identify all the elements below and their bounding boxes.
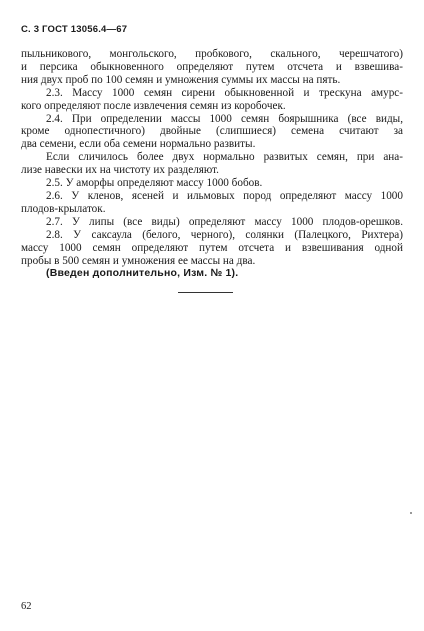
text-line: 2.3. Массу 1000 семян сирени обыкновенной и трескуна амурс- (46, 86, 403, 99)
text-line: пыльникового, монгольского, пробкового, скального, черешчатого) (21, 48, 403, 60)
text-line: плодов-крылаток. (21, 202, 106, 215)
text-line: 2.8. У саксаула (белого, черного), солянки (Палецкого, Рихтера) (46, 228, 403, 241)
text-line: пробы в 500 семян и умножения ее массы на два. (21, 254, 256, 267)
text-line: 2.4. При определении массы 1000 семян боярышника (все виды, (46, 112, 403, 125)
text-line: ния двух проб по 100 семян и умножения суммы их массы на пять. (21, 73, 341, 86)
text-line: 2.5. У аморфы определяют массу 1000 бобов. (46, 177, 263, 190)
scan-speck (410, 512, 412, 514)
amendment-note: (Введен дополнительно, Изм. № 1). (46, 267, 239, 280)
document-body (21, 48, 403, 280)
page-number: 62 (21, 601, 32, 612)
text-line: и персика обыкновенного определяют путем отсчета и взвешива- (21, 60, 403, 73)
separator-rule (178, 292, 233, 293)
text-line: 2.7. У липы (все виды) определяют массу 1000 плодов-орешков. (46, 215, 403, 228)
text-line: кроме однопестичного) двойные (слипшиеся) семена считают за (21, 125, 403, 138)
text-line: массу 1000 семян определяют путем отсчета и взвешивания одной (21, 241, 403, 254)
text-line: кого определяют после извлечения семян из коробочек. (21, 99, 286, 112)
text-line: два семени, если оба семени нормально развиты. (21, 138, 256, 151)
document-header: С. 3 ГОСТ 13056.4—67 (21, 24, 128, 35)
text-line: лизе навески их на чистоту их разделяют. (21, 164, 219, 177)
text-line: 2.6. У кленов, ясеней и ильмовых пород определяют массу 1000 (46, 189, 403, 202)
text-line: Если сличилось более двух нормально развитых семян, при ана- (46, 151, 403, 164)
